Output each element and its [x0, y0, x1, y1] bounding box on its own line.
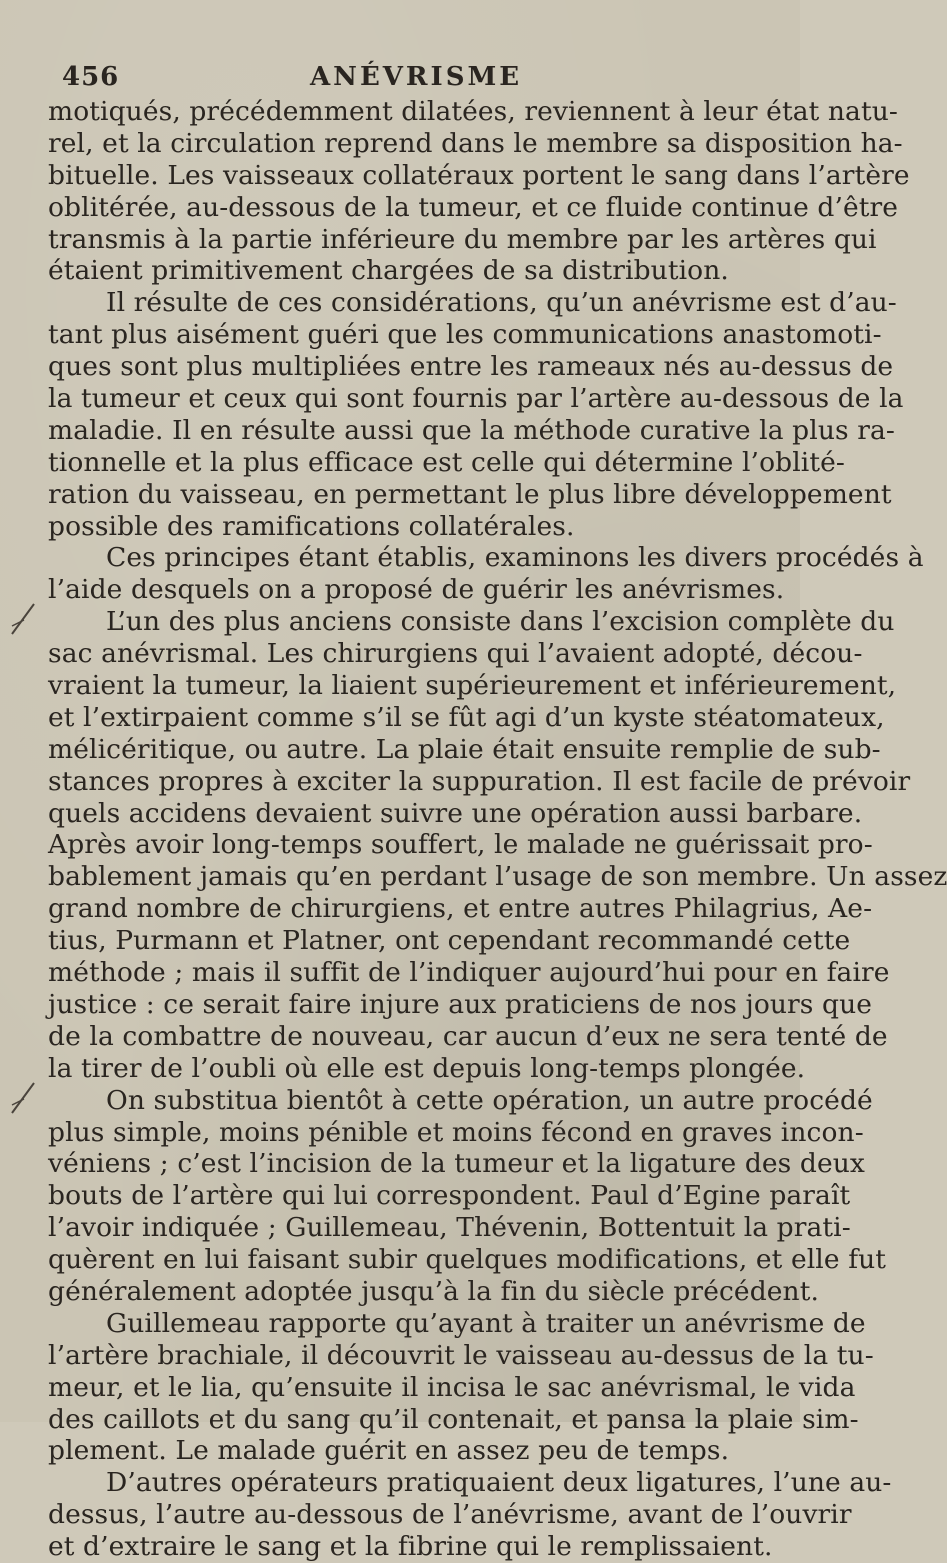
text-line: quèrent en lui faisant subir quelques modifications, et elle fut	[48, 1244, 887, 1276]
text-line: tionnelle et la plus efficace est celle qui détermine l’oblité-	[48, 446, 845, 478]
text-line: l’artère brachiale, il découvrit le vaisseau au-dessus de la tu-	[48, 1339, 874, 1371]
text-line: ques sont plus multipliées entre les rameaux nés au-dessus de	[48, 351, 894, 383]
text-line: D’autres opérateurs pratiquaient deux ligatures, l’une au-	[106, 1467, 892, 1499]
text-line: plement. Le malade guérit en assez peu de temps.	[48, 1435, 730, 1467]
text-line: des caillots et du sang qu’il contenait, et pansa la plaie sim-	[48, 1403, 859, 1435]
text-line: oblitérée, au-dessous de la tumeur, et ce fluide continue d’être	[48, 191, 899, 223]
text-line: grand nombre de chirurgiens, et entre autres Philagrius, Ae-	[48, 893, 873, 925]
text-line: méthode ; mais il suffit de l’indiquer aujourd’hui pour en faire	[48, 957, 890, 989]
text-line: possible des ramifications collatérales.	[48, 510, 575, 542]
text-line: la tumeur et ceux qui sont fournis par l’artère au-dessous de la	[48, 383, 904, 415]
text-line: ration du vaisseau, en permettant le plus libre développement	[48, 478, 892, 510]
text-line: de la combattre de nouveau, car aucun d’eux ne sera tenté de	[48, 1020, 888, 1052]
page-number: 456	[62, 62, 120, 92]
body-text	[48, 96, 947, 1563]
text-line: vraient la tumeur, la liaient supérieurement et inférieurement,	[48, 670, 897, 702]
text-line: l’aide desquels on a proposé de guérir les anévrismes.	[48, 574, 785, 606]
text-line: Ces principes étant établis, examinons les divers procédés à	[106, 542, 924, 574]
text-line: bablement jamais qu’en perdant l’usage de son membre. Un assez	[48, 861, 947, 893]
text-line: meur, et le lia, qu’ensuite il incisa le sac anévrismal, le vida	[48, 1371, 856, 1403]
text-line: motiqués, précédemment dilatées, reviennent à leur état natu-	[48, 96, 898, 127]
text-line: quels accidens devaient suivre une opération aussi barbare.	[48, 797, 863, 829]
text-line: véniens ; c’est l’incision de la tumeur et la ligature des deux	[48, 1148, 865, 1180]
pencil-slash-mark-icon	[4, 1079, 44, 1119]
text-line: l’avoir indiquée ; Guillemeau, Thévenin, Bottentuit la prati-	[48, 1212, 851, 1244]
text-line: bituelle. Les vaisseaux collatéraux portent le sang dans l’artère	[48, 159, 910, 191]
text-line: plus simple, moins pénible et moins fécond en graves incon-	[48, 1116, 864, 1148]
text-line: Il résulte de ces considérations, qu’un anévrisme est d’au-	[106, 287, 897, 319]
text-line: sac anévrismal. Les chirurgiens qui l’avaient adopté, décou-	[48, 638, 863, 670]
text-line: et l’extirpaient comme s’il se fût agi d’un kyste stéatomateux,	[48, 701, 885, 733]
text-line: maladie. Il en résulte aussi que la méthode curative la plus ra-	[48, 414, 895, 446]
text-line: Après avoir long-temps souffert, le malade ne guérissait pro-	[48, 829, 873, 861]
text-line: justice : ce serait faire injure aux praticiens de nos jours que	[48, 988, 873, 1020]
text-line: L’un des plus anciens consiste dans l’excision complète du	[106, 606, 895, 638]
text-line: rel, et la circulation reprend dans le membre sa disposition ha-	[48, 127, 903, 159]
text-line: généralement adoptée jusqu’à la fin du siècle précédent.	[48, 1275, 819, 1307]
text-line: dessus, l’autre au-dessous de l’anévrisme, avant de l’ouvrir	[48, 1499, 852, 1531]
text-line: la tirer de l’oubli où elle est depuis long-temps plongée.	[48, 1052, 806, 1084]
text-line: transmis à la partie inférieure du membre par les artères qui	[48, 223, 877, 255]
margin-mark-incision	[4, 1079, 44, 1119]
text-line: tant plus aisément guéri que les communications anastomoti-	[48, 319, 882, 351]
text-line: et d’extraire le sang et la fibrine qui le remplissaient.	[48, 1531, 773, 1563]
text-line: Guillemeau rapporte qu’ayant à traiter un anévrisme de	[106, 1307, 866, 1339]
text-line: On substitua bientôt à cette opération, un autre procédé	[106, 1084, 873, 1116]
pencil-slash-mark-icon	[4, 600, 44, 640]
text-line: étaient primitivement chargées de sa distribution.	[48, 255, 729, 287]
margin-mark-excision	[4, 600, 44, 640]
text-line: bouts de l’artère qui lui correspondent. Paul d’Egine paraît	[48, 1180, 851, 1212]
text-line: mélicéritique, ou autre. La plaie était ensuite remplie de sub-	[48, 733, 881, 765]
running-title: ANÉVRISME	[310, 62, 523, 92]
text-line: tius, Purmann et Platner, ont cependant recommandé cette	[48, 925, 851, 957]
text-line: stances propres à exciter la suppuration. Il est facile de prévoir	[48, 765, 911, 797]
